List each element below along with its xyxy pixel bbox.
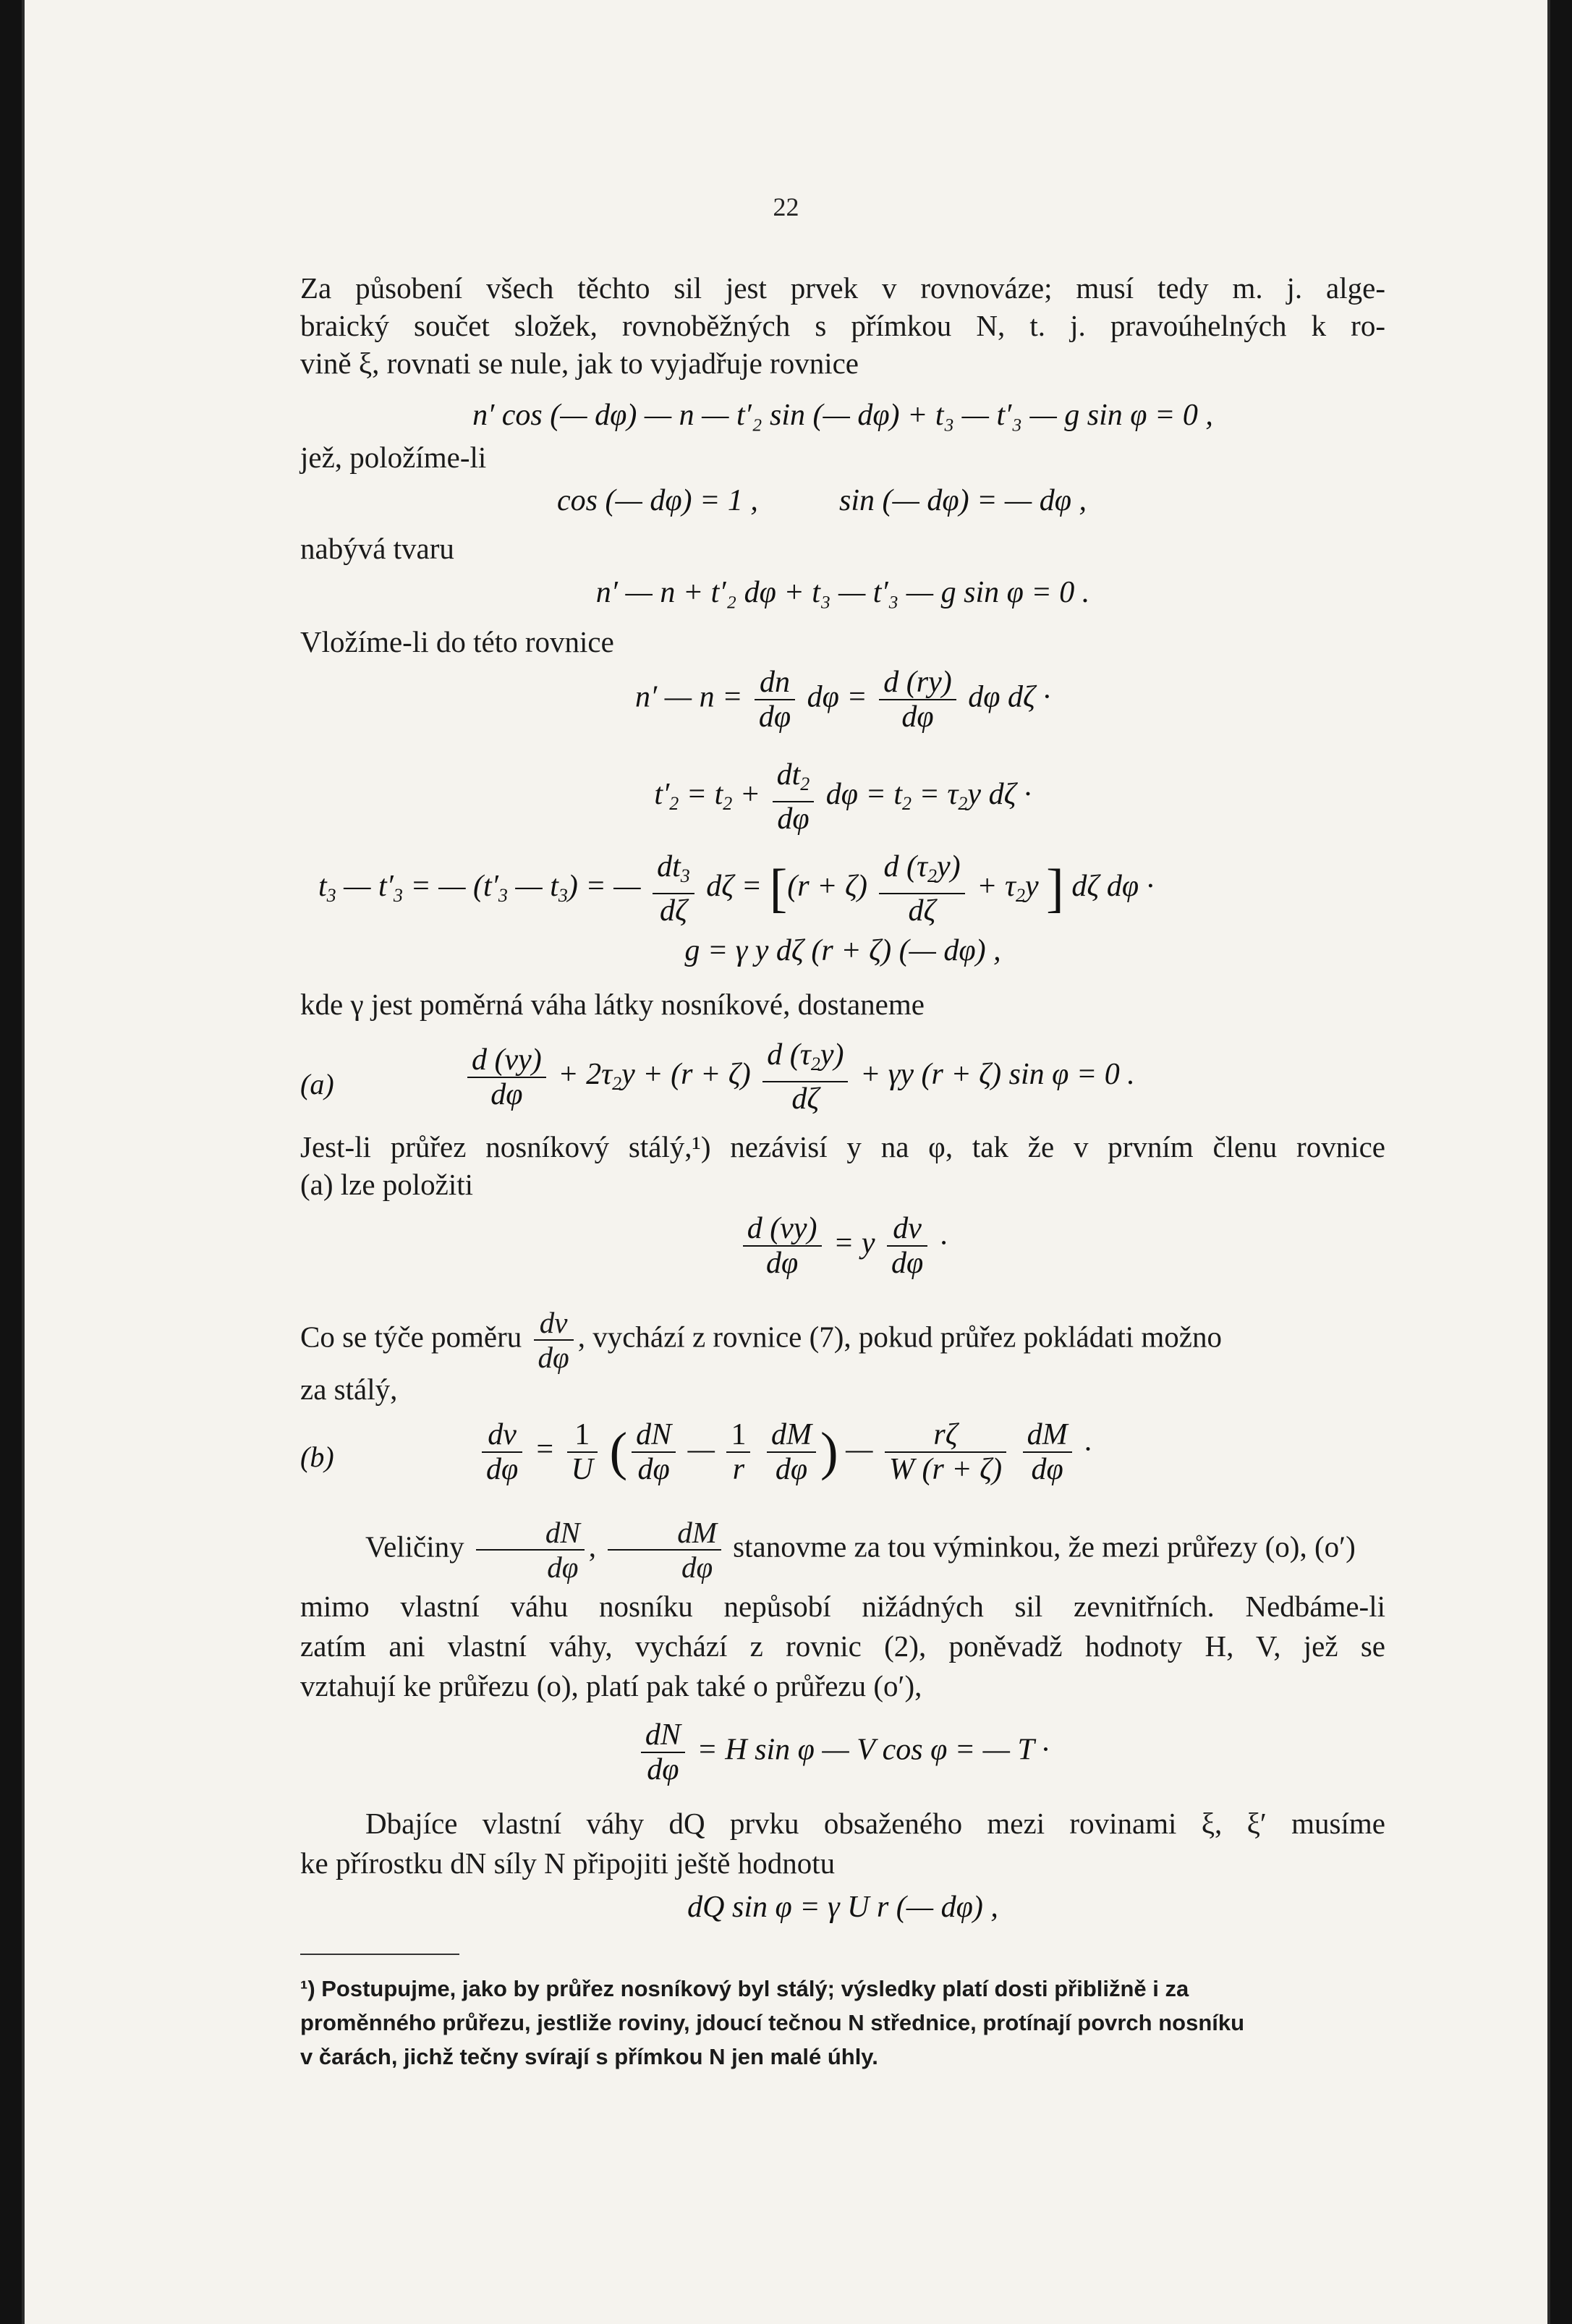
- paragraph-line: (a) lze položiti: [300, 1168, 474, 1201]
- equation-a: $\frac{d (\nu y)}{d\varphi}$ + $2\tau_2y + (r + \zeta)$ $\frac{d (\tau_2y)}{d\zeta}$ + γy (r + ζ) sin φ = 0 .: [463, 1038, 1403, 1116]
- paragraph-line: Dbajíce vlastní váhy dQ prvku obsaženého mezi rovinami ξ, ξ′ musíme: [365, 1807, 1385, 1840]
- text-span: Veličiny: [365, 1530, 464, 1564]
- paragraph-line: jež, položíme-li: [300, 441, 487, 474]
- footnote-line: proměnného průřezu, jestliže roviny, jdoucí tečnou N střednice, protínají povrch nosníku: [300, 2010, 1245, 2035]
- paragraph-line: Vložíme-li do této rovnice: [300, 625, 614, 658]
- paragraph-line: nabývá tvaru: [300, 532, 454, 565]
- equation-b: $\frac{d\nu}{d\varphi}$ = $\frac{1}{U}$ ( $\frac{dN}{d\varphi}$ — $\frac{1}{r}$ $\frac{dM}{d\varphi}$ ) — $\frac{r\zeta}{W (r + \zeta)}$ $\frac{dM}{d\varphi}$ ·: [477, 1418, 1418, 1486]
- paragraph-with-fraction: Veličiny $\frac{dN}{d\varphi}$ , $\frac{dM}{d\varphi}$ stanovme za tou výminkou, že mezi průřezy (o), (o′): [365, 1516, 1356, 1584]
- paragraph-line: kde γ jest poměrná váha látky nosníkové, dostaneme: [300, 988, 925, 1021]
- equation-3: n′ — n + t′₂ dφ + t₃ — t′₃ — g sin φ = 0 .: [595, 576, 1090, 609]
- equation-label-b: (b): [300, 1441, 334, 1473]
- paragraph-line: Za působení všech těchto sil jest prvek v rovnováze; musí tedy m. j. alge-: [300, 271, 1385, 305]
- paragraph-line: braický součet složek, rovnoběžných s přímkou N, t. j. pravoúhelných k ro-: [300, 309, 1385, 342]
- footnote-line: v čarách, jichž tečny svírají s přímkou N jen malé úhly.: [300, 2044, 878, 2069]
- paragraph-line: Jest-li průřez nosníkový stálý,¹) nezávisí y na φ, tak že v prvním členu rovnice: [300, 1130, 1385, 1163]
- equation-2b: sin (— dφ) = — dφ ,: [839, 484, 1087, 517]
- equation-7: g = γ y dζ (r + ζ) (— dφ) ,: [684, 934, 1001, 967]
- paragraph-with-fraction: Co se týče poměru $\frac{d\nu}{d\varphi}$ , vychází z rovnice (7), pokud průřez pokládati možno: [300, 1306, 1223, 1374]
- paragraph-line: za stálý,: [300, 1373, 398, 1406]
- footnote-line: ¹) Postupujme, jako by průřez nosníkový byl stálý; výsledky platí dosti přibližně i za: [300, 1976, 1189, 2001]
- equation-1: n′ cos (— dφ) — n — t′₂ sin (— dφ) + t₃ — t′₃ — g sin φ = 0 ,: [472, 399, 1213, 432]
- paragraph-line: vztahují ke průřezu (o), platí pak také o průřezu (o′),: [300, 1669, 922, 1702]
- equation-4: n′ — n = $\frac{dn}{d\varphi}$ dφ = $\frac{d (ry)}{d\varphi}$ dφ dζ ·: [635, 666, 1050, 734]
- equation-10: $\frac{dN}{d\varphi}$ = H sin φ — V cos φ = — T ·: [300, 1718, 1385, 1786]
- equation-rhs: = H sin φ — V cos φ = — T ·: [697, 1733, 1050, 1767]
- paragraph-line: ke přírostku dN síly N připojiti ještě hodnotu: [300, 1846, 836, 1880]
- page-number: 22: [773, 192, 799, 221]
- equation-9: $\frac{d (\nu y)}{d\varphi}$ = y $\frac{d\nu}{d\varphi}$ ·: [300, 1212, 1385, 1280]
- equation-6: $t_3$ — $t'_3$ = — ($t'_3$ — $t_3$) = — $\frac{dt_3}{d\zeta}$ dζ = [(r + ζ) $\frac{d (\tau_2y)}{d\zeta}$ + $\tau_2y$ ] dζ dφ ·: [318, 850, 1155, 928]
- text-span: , vychází z rovnice (7), pokud průřez pokládati možno: [577, 1320, 1223, 1354]
- text-span: stanovme za tou výminkou, že mezi průřezy (o), (o′): [733, 1530, 1356, 1564]
- equation-2a: cos (— dφ) = 1 ,: [557, 484, 758, 517]
- paragraph-line: mimo vlastní váhu nosníku nepůsobí nižádných sil zevnitřních. Nedbáme-li: [300, 1590, 1385, 1623]
- equation-5: $t'_2 = t_2$ + $\frac{dt_2}{d\varphi}$ $d\varphi = t_2 = \tau_2y$ dζ ·: [654, 758, 1032, 836]
- paragraph-line: vině ξ, rovnati se nule, jak to vyjadřuje rovnice: [300, 347, 859, 380]
- paragraph-line: zatím ani vlastní váhy, vychází z rovnic (2), poněvadž hodnoty H, V, jež se: [300, 1629, 1385, 1663]
- footnote-rule: [300, 1954, 459, 1955]
- text-span: Co se týče poměru: [300, 1320, 522, 1354]
- equation-11: dQ sin φ = γ U r (— dφ) ,: [687, 1891, 998, 1924]
- equation-label-a: (a): [300, 1068, 334, 1100]
